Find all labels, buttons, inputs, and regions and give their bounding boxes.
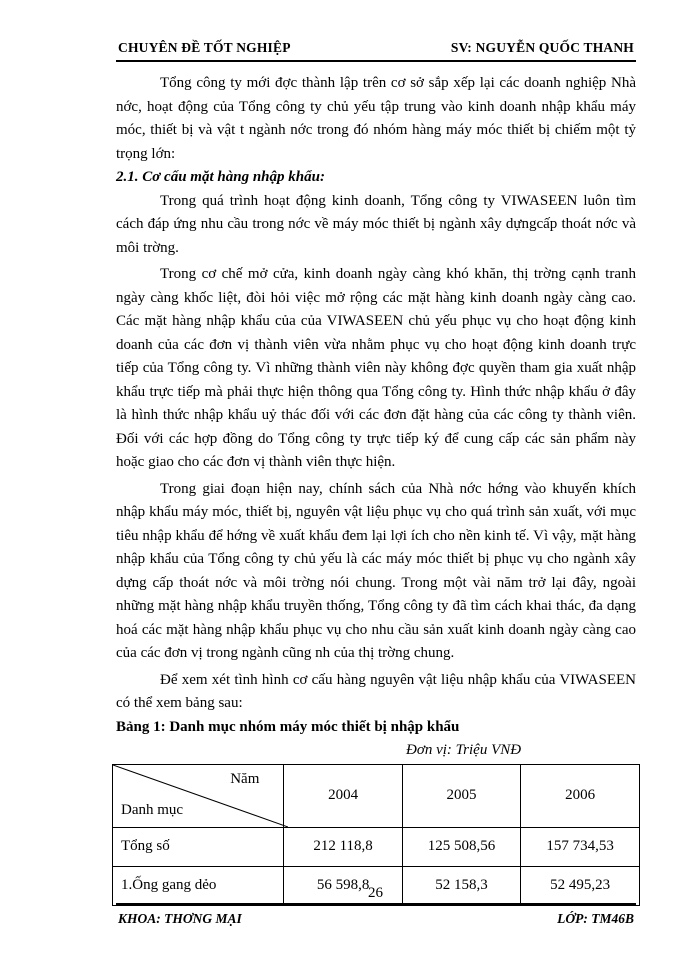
paragraph-3: Trong cơ chế mở cửa, kinh doanh ngày càng khó khăn, thị trờng cạnh tranh ngày càng khốc liệt, đòi hỏi việc mở rộng các mặt hàng kinh doanh ngày càng cao. Các mặt hàng nhập khẩu của của VIWASEEN chủ yếu phục vụ cho hoạt động kinh doanh của các đơn vị thành viên vừa nhằm phục vụ cho hoạt động kinh doanh trực tiếp của Tổng công ty. Vì những thành viên này không đợc quyền tham gia xuất nhập khẩu trực tiếp mà phải thực hiện thông qua Tổng công ty. Hình thức nhập khẩu ở đây là hình thức nhập khẩu uỷ thác đối với các đơn đặt hàng của các công ty thành viên. Đối với các hợp đồng do Tổng công ty trực tiếp ký để cung cấp các sản phẩm này hoặc giao cho các đơn vị thành viên thực hiện. xyxy=(116,266,636,470)
row-label: 1.Ống gang dẻo xyxy=(113,866,284,905)
footer-class: LỚP: TM46B xyxy=(557,911,634,926)
corner-year-label: Năm xyxy=(230,770,260,787)
cell-value: 52 495,23 xyxy=(521,866,640,905)
header-author: SV: NGUYỄN QUỐC THANH xyxy=(450,40,634,55)
year-2004: 2004 xyxy=(284,764,402,827)
header-title: CHUYÊN ĐỀ TỐT NGHIỆP xyxy=(118,40,291,55)
table-header-row xyxy=(113,764,640,827)
cell-value: 52 158,3 xyxy=(402,866,521,905)
page-header xyxy=(116,38,636,62)
footer-faculty: KHOA: THƠNG MẠI xyxy=(118,911,242,926)
cell-value: 56 598,8 xyxy=(284,866,402,905)
section-heading: 2.1. Cơ cấu mặt hàng nhập khẩu: xyxy=(116,169,325,185)
paragraph-5: Để xem xét tình hình cơ cấu hàng nguyên vật liệu nhập khẩu của VIWASEEN có thể xem bảng sau: xyxy=(116,671,636,711)
page-number: 26 xyxy=(368,885,383,901)
page-body xyxy=(116,72,636,906)
corner-category-label: Danh mục xyxy=(121,801,184,818)
table-unit: Đơn vị: Triệu VNĐ xyxy=(406,741,522,758)
cell-value: 125 508,56 xyxy=(402,827,521,866)
paragraph-4: Trong giai đoạn hiện nay, chính sách của Nhà nớc hớng vào khuyến khích nhập khẩu máy móc, thiết bị, nguyên vật liệu phục vụ cho quá trình sản xuất, với mục tiêu nhập khẩu để hớng về xuất khẩu đem lại lợi ích cho nền kinh tế. Vì vậy, mặt hàng nhập khẩu của Tổng công ty chủ yếu là các máy móc thiết bị phục vụ cho ngành xây dựng cấp thoát nớc và môi trờng nói chung. Trong một vài năm trở lại đây, ngoài những mặt hàng nhập khẩu truyền thống, Tổng công ty đã tìm cách khai thác, đa dạng hoá các mặt hàng nhập khẩu phục vụ cho nhu cầu sản xuất kinh doanh ngày càng cao của các đơn vị trong ngành cũng nh của thị trờng chung. xyxy=(116,480,636,661)
table-corner-cell xyxy=(113,764,284,827)
cell-value: 212 118,8 xyxy=(284,827,402,866)
year-2005: 2005 xyxy=(402,764,521,827)
paragraph-2: Trong quá trình hoạt động kinh doanh, Tổng công ty VIWASEEN luôn tìm cách đáp ứng nhu cầu trong nớc về máy móc thiết bị ngành xây dựngcấp thoát nớc và môi trờng. xyxy=(116,192,636,256)
row-label: Tổng số xyxy=(113,827,284,866)
cell-value: 157 734,53 xyxy=(521,827,640,866)
table-row xyxy=(113,827,640,866)
table-title: Bảng 1: Danh mục nhóm máy móc thiết bị nhập khẩu xyxy=(116,718,460,735)
paragraph-1: Tổng công ty mới đợc thành lập trên cơ sở sắp xếp lại các doanh nghiệp Nhà nớc, hoạt động của Tổng công ty chủ yếu tập trung vào kinh doanh nhập khẩu máy móc, thiết bị và vật t ngành nớc trong đó nhóm hàng máy móc thiết bị chiếm một tỷ trọng lớn: xyxy=(116,75,636,162)
year-2006: 2006 xyxy=(521,764,640,827)
